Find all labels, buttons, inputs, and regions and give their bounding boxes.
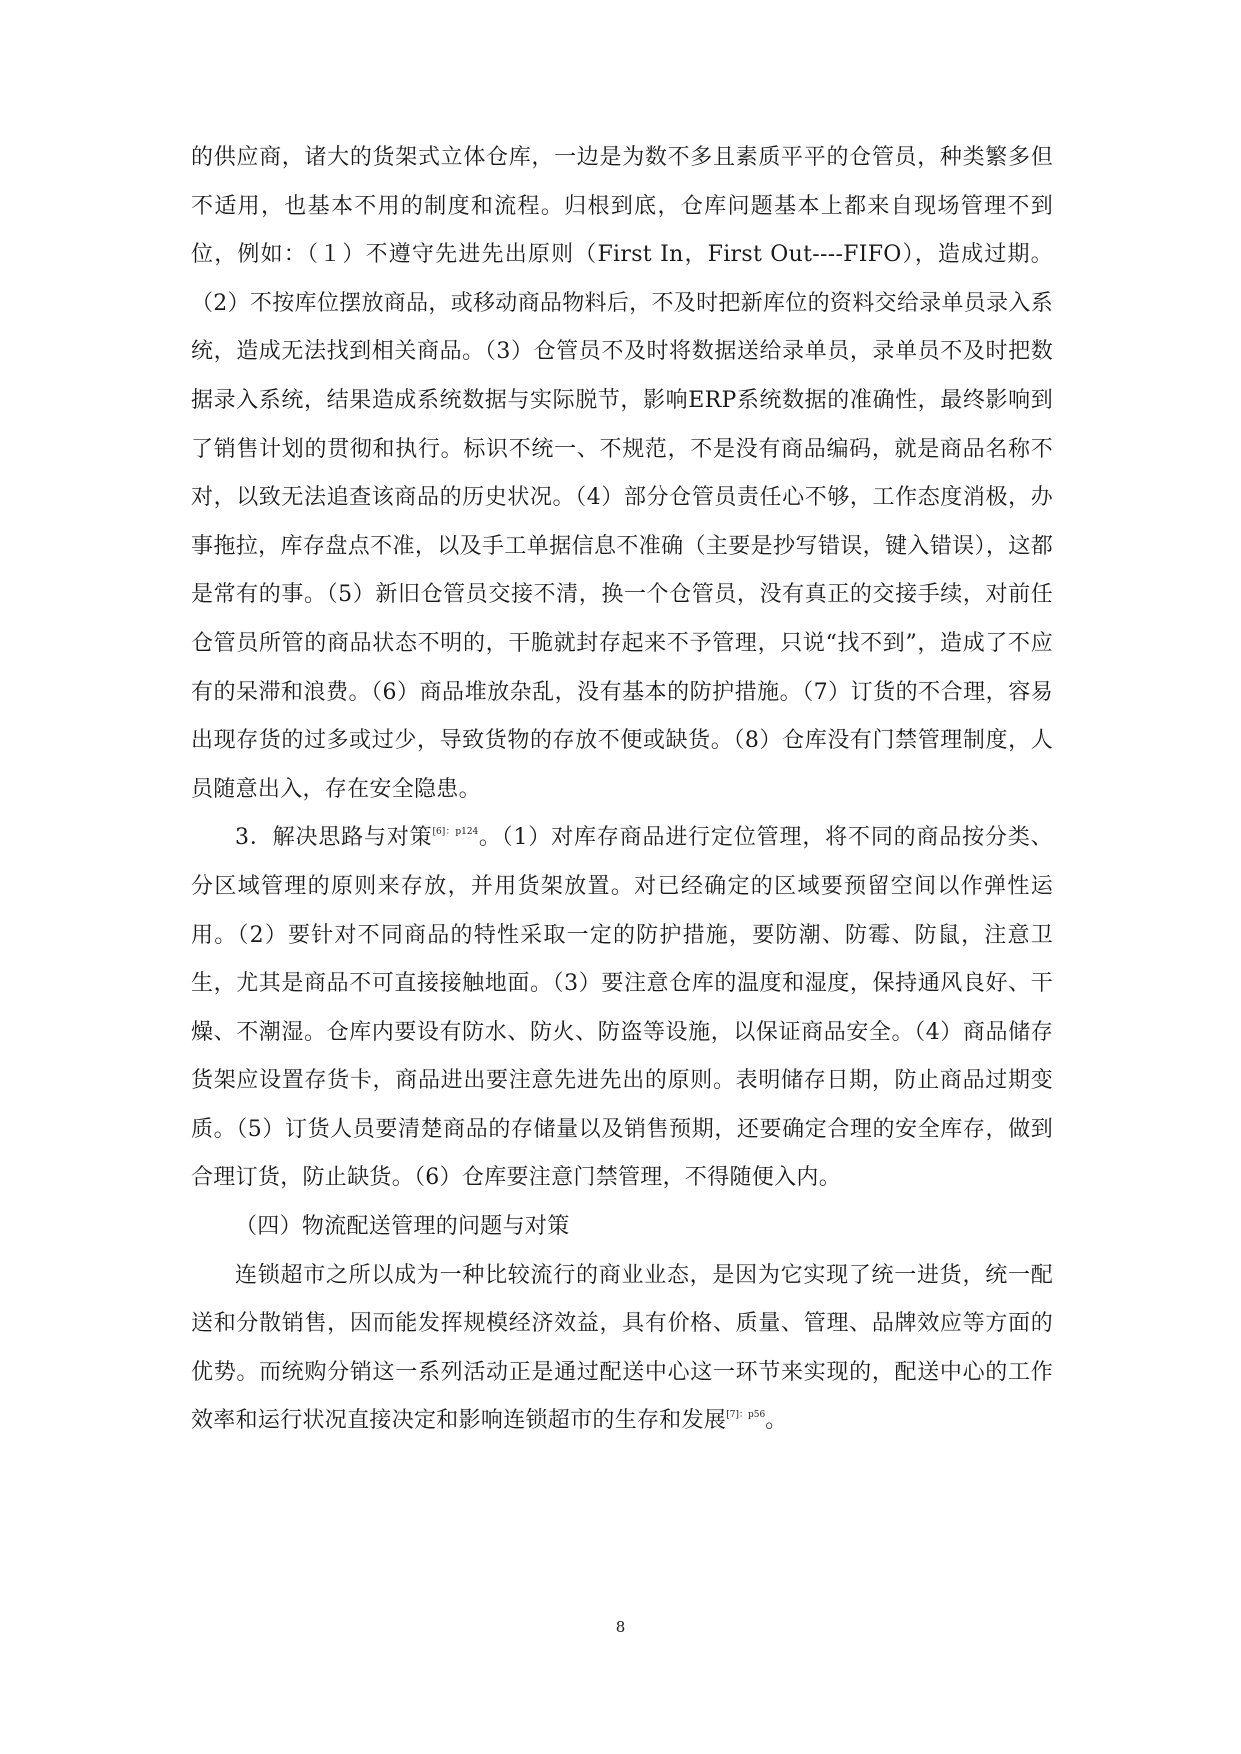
body-text: [191, 134, 1053, 1446]
paragraph-solutions: [191, 814, 1053, 1203]
citation-7: [7]：p56: [726, 1410, 766, 1421]
solutions-lead: 3．解决思路与对策: [235, 825, 433, 851]
logistics-tail: 。: [765, 1408, 788, 1434]
paragraph-logistics: [191, 1252, 1053, 1446]
citation-6: [6]：p124: [432, 827, 479, 838]
logistics-body: 连锁超市之所以成为一种比较流行的商业业态，是因为它实现了统一进货，统一配送和分散销售，因而能发挥规模经济效益，具有价格、质量、管理、品牌效应等方面的优势。而统购分销这一系列活动正是通过配送中心这一环节来实现的，配送中心的工作效率和运行状况直接决定和影响连锁超市的生存和发展: [191, 1262, 1053, 1434]
paragraph-warehouse-problems: 的供应商，诸大的货架式立体仓库，一边是为数不多且素质平平的仓管员，种类繁多但不适用，也基本不用的制度和流程。归根到底，仓库问题基本上都来自现场管理不到位，例如：（１）不遵守先进先出原则（First In，First Out----FIFO），造成过期。（2）不按库位摆放商品，或移动商品物料后，不及时把新库位的资料交给录单员录入系统，造成无法找到相关商品。（3）仓管员不及时将数据送给录单员，录单员不及时把数据录入系统，结果造成系统数据与实际脱节，影响ERP系统数据的准确性，最终影响到了销售计划的贯彻和执行。标识不统一、不规范，不是没有商品编码，就是商品名称不对，以致无法追查该商品的历史状况。（4）部分仓管员责任心不够，工作态度消极，办事拖拉，库存盘点不准，以及手工单据信息不准确（主要是抄写错误，键入错误），这都是常有的事。（5）新旧仓管员交接不清，换一个仓管员，没有真正的交接手续，对前任仓管员所管的商品状态不明的，干脆就封存起来不予管理，只说“找不到”，造成了不应有的呆滞和浪费。（6）商品堆放杂乱，没有基本的防护措施。（7）订货的不合理，容易出现存货的过多或过少，导致货物的存放不便或缺货。（8）仓库没有门禁管理制度，人员随意出入，存在安全隐患。: [191, 145, 1053, 802]
section-heading-logistics: （四）物流配送管理的问题与对策: [235, 1214, 570, 1240]
solutions-body: 。（1）对库存商品进行定位管理，将不同的商品按分类、分区域管理的原则来存放，并用货架放置。对已经确定的区域要预留空间以作弹性运用。（2）要针对不同商品的特性采取一定的防护措施，要防潮、防霉、防鼠，注意卫生，尤其是商品不可直接接触地面。（3）要注意仓库的温度和湿度，保持通风良好、干燥、不潮湿。仓库内要设有防水、防火、防盗等设施，以保证商品安全。（4）商品储存货架应设置存货卡，商品进出要注意先进先出的原则。表明储存日期，防止商品过期变质。（5）订货人员要清楚商品的存储量以及销售预期，还要确定合理的安全库存，做到合理订货，防止缺货。（6）仓库要注意门禁管理，不得随便入内。: [191, 825, 1053, 1191]
page-number: 8: [615, 1618, 626, 1636]
